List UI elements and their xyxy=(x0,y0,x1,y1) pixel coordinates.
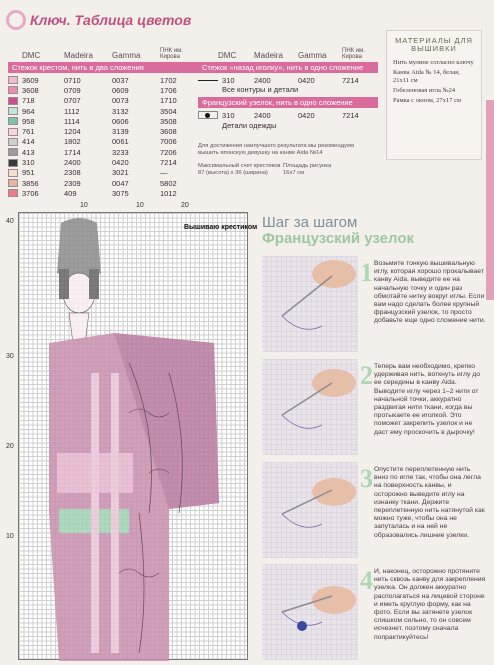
cell-gamma: 3233 xyxy=(112,147,129,157)
cell-gamma: 0609 xyxy=(112,85,129,95)
color-row xyxy=(8,116,198,126)
cell-gamma: 0606 xyxy=(112,116,129,126)
color-row xyxy=(8,168,198,178)
cell-dmc: 3706 xyxy=(22,188,39,198)
color-row xyxy=(8,137,198,147)
geisha-pattern xyxy=(19,213,258,661)
color-swatch xyxy=(8,189,18,197)
info-text: Для достижения наилучшего результата мы рекомендуем вышить японскую девушку на канве Aida №14 xyxy=(198,143,355,156)
cell-gamma: 3132 xyxy=(112,106,129,116)
cell-pnk: 3504 xyxy=(160,106,177,116)
needle-illustration xyxy=(262,462,358,558)
cell-dmc: 310 xyxy=(22,158,35,168)
needle-illustration xyxy=(262,564,358,660)
cell-pnk: 7206 xyxy=(160,147,177,157)
cell-dmc: 718 xyxy=(22,96,35,106)
step-number: 4 xyxy=(360,566,373,595)
cell-dmc: 3609 xyxy=(22,75,39,85)
cell-gamma: 0061 xyxy=(112,137,129,147)
cell-pnk: 7214 xyxy=(160,158,177,168)
ruler-left-label: 10 xyxy=(6,533,14,540)
cell-dmc: 413 xyxy=(22,147,35,157)
color-swatch xyxy=(8,159,18,167)
max-value: 87 (высота) х 36 (ширина) xyxy=(198,170,268,176)
color-swatch xyxy=(8,76,18,84)
cell-madeira: 2400 xyxy=(254,75,271,85)
step-number: 2 xyxy=(360,361,373,390)
cross-stitch-chart xyxy=(18,212,258,660)
cell-gamma: 0073 xyxy=(112,96,129,106)
color-row xyxy=(8,75,198,85)
color-row xyxy=(8,178,198,188)
backstitch-row xyxy=(198,75,378,85)
step-photo xyxy=(262,462,358,558)
color-table-left xyxy=(8,46,198,199)
color-row xyxy=(8,147,198,157)
backstitch-note: Все контуры и детали xyxy=(222,85,299,95)
cell-dmc: 310 xyxy=(222,110,235,120)
cell-gamma: 0037 xyxy=(112,75,129,85)
cell-pnk: 3608 xyxy=(160,127,177,137)
header-madeira: Madeira xyxy=(254,51,283,60)
cell-pnk: 1710 xyxy=(160,96,177,106)
color-swatch xyxy=(8,117,18,125)
header-pnk: ПНК им. Кирова xyxy=(160,48,183,60)
cell-pnk: 5802 xyxy=(160,178,177,188)
cell-gamma: 0047 xyxy=(112,178,129,188)
cell-dmc: 310 xyxy=(222,75,235,85)
cell-dmc: 958 xyxy=(22,116,35,126)
band-cross-stitch: Стежок крестом, нить в два сложения xyxy=(8,62,198,73)
header-dmc: DMC xyxy=(218,51,237,60)
ruler-left-label: 20 xyxy=(6,443,14,450)
step-text: И, наконец, осторожно протяните нить сквозь канву для закрепления узелка. Он должен аккуратно располагаться на лицевой стороне и иметь круглую форму, как на фото. Если вы затянете узелок слишком сильно, то он совсем исчезнет, поэтому сначала попрактикуйтесь! xyxy=(374,568,486,641)
cell-gamma: 0420 xyxy=(298,75,315,85)
cell-madeira: 2400 xyxy=(254,110,271,120)
step-4 xyxy=(262,564,486,664)
cell-pnk: 7214 xyxy=(342,75,359,85)
step-text: Возьмите тонкую вышивальную иглу, которая хорошо прокалывает канву Aida, выведите ее на начальную точку и один раз обмотайте нитку вокруг иглы. Если вам надо сделать более крупный французский узелок, то просто добавьте еще одно сложение нити. xyxy=(374,260,486,325)
header-madeira: Madeira xyxy=(64,51,93,60)
band-french-knot: Французский узелок, нить в одно сложение xyxy=(198,97,378,108)
steps-title: Шаг за шагом xyxy=(262,214,358,231)
color-row xyxy=(8,126,198,136)
materials-item: Рамка с окном, 27х17 см xyxy=(393,97,461,104)
column-headers xyxy=(8,46,198,60)
cell-madeira: 0709 xyxy=(64,85,81,95)
ruler-top-label: 10 xyxy=(136,202,144,209)
step-number: 3 xyxy=(360,464,373,493)
step-text: Теперь вам необходимо, крепко удерживая нить, воткнуть иглу до ее середины в канву Aida. Выводите иглу через 1–2 нити от начальной точки, аккуратно раздвигая нити ткани, когда вы протыкаете ее иголкой. Это поможет закрепить узелок и не даст ему проскочить в дырочку! xyxy=(374,363,480,436)
needle-illustration xyxy=(262,359,358,455)
cell-dmc: 3856 xyxy=(22,178,39,188)
step-3 xyxy=(262,462,486,562)
step-1 xyxy=(262,256,486,356)
area-value: 16х7 см xyxy=(283,170,305,176)
color-swatch xyxy=(8,107,18,115)
cell-pnk: 1702 xyxy=(160,75,177,85)
cell-gamma: 3075 xyxy=(112,188,129,198)
cell-dmc: 761 xyxy=(22,127,35,137)
band-backstitch: Стежок «назад иголку», нить в одно сложение xyxy=(198,62,378,73)
cell-pnk: 3508 xyxy=(160,116,177,126)
french-knot-note: Детали одежды xyxy=(222,120,277,130)
ruler-left-label: 40 xyxy=(6,218,14,225)
swirl-icon xyxy=(6,10,26,30)
cell-madeira: 1714 xyxy=(64,147,81,157)
cell-gamma: 3021 xyxy=(112,168,129,178)
color-swatch xyxy=(8,138,18,146)
color-table-right xyxy=(198,46,378,131)
column-headers-right xyxy=(198,46,378,60)
materials-item: Гобеленовая игла №24 xyxy=(393,87,456,94)
color-swatch xyxy=(8,169,18,177)
step-number: 1 xyxy=(360,258,373,287)
header-gamma: Gamma xyxy=(298,51,327,60)
cell-dmc: 951 xyxy=(22,168,35,178)
needle-illustration xyxy=(262,256,358,352)
cell-gamma: 3139 xyxy=(112,127,129,137)
header-dmc: DMC xyxy=(22,51,41,60)
cell-madeira: 2309 xyxy=(64,178,81,188)
step-panel xyxy=(262,214,486,660)
max-label: Максимальный счет крестиков xyxy=(198,163,281,169)
header-pnk: ПНК им. Кирова xyxy=(342,48,365,60)
cell-madeira: 409 xyxy=(64,188,77,198)
cell-gamma: 0420 xyxy=(298,110,315,120)
cell-madeira: 0710 xyxy=(64,75,81,85)
color-row xyxy=(8,85,198,95)
cell-dmc: 3608 xyxy=(22,85,39,95)
cell-dmc: 414 xyxy=(22,137,35,147)
color-swatch xyxy=(8,148,18,156)
materials-item: Канва Aida № 14, белая, 21х11 см xyxy=(393,69,460,84)
page-edge-decoration xyxy=(486,100,494,300)
header-gamma: Gamma xyxy=(112,51,141,60)
materials-title: МАТЕРИАЛЫ ДЛЯ ВЫШИВКИ xyxy=(395,36,473,53)
cell-madeira: 1114 xyxy=(64,116,80,126)
step-photo xyxy=(262,256,358,352)
knot-swatch xyxy=(198,111,218,119)
cell-madeira: 1204 xyxy=(64,127,81,137)
cell-madeira: 2308 xyxy=(64,168,81,178)
cell-dmc: 964 xyxy=(22,106,35,116)
area-label: Площадь рисунка xyxy=(283,163,332,169)
cell-madeira: 2400 xyxy=(64,158,81,168)
color-swatch xyxy=(8,128,18,136)
ruler-left-label: 30 xyxy=(6,353,14,360)
color-row xyxy=(8,188,198,198)
color-swatch xyxy=(8,179,18,187)
cell-pnk: 7006 xyxy=(160,137,177,147)
cell-madeira: 0707 xyxy=(64,96,81,106)
step-photo xyxy=(262,359,358,455)
logo-text: Вышиваю крестиком xyxy=(184,224,258,231)
color-row xyxy=(8,106,198,116)
color-swatch xyxy=(8,97,18,105)
color-swatch xyxy=(8,86,18,94)
materials-item: Нить мулине согласно ключу xyxy=(393,59,474,66)
cell-pnk: 1706 xyxy=(160,85,177,95)
cell-madeira: 1112 xyxy=(64,106,80,116)
materials-box xyxy=(386,30,482,160)
french-knot-row xyxy=(198,110,378,120)
color-row xyxy=(8,96,198,106)
cell-pnk: 1012 xyxy=(160,188,177,198)
line-swatch xyxy=(198,80,218,81)
key-title: Ключ. Таблица цветов xyxy=(30,12,192,28)
ruler-top-label: 20 xyxy=(181,202,189,209)
key-header xyxy=(6,6,378,34)
color-row xyxy=(8,157,198,167)
cell-pnk: — xyxy=(160,168,168,178)
step-2 xyxy=(262,359,486,459)
ruler-top-label: 10 xyxy=(80,202,88,209)
step-photo xyxy=(262,564,358,660)
cell-madeira: 1802 xyxy=(64,137,81,147)
step-text: Опустите переплетенную нить вниз по игле так, чтобы она легла на поверхность канвы, и осторожно выведите иглу на изнанку ткани. Держите переплетенную нить натянутой как можно туже, чтобы она не запуталась и на ней не образовались лишние узелки. xyxy=(374,466,485,539)
cell-pnk: 7214 xyxy=(342,110,359,120)
cell-gamma: 0420 xyxy=(112,158,129,168)
steps-subtitle: Французский узелок xyxy=(262,230,415,247)
fabric-info xyxy=(198,143,368,177)
